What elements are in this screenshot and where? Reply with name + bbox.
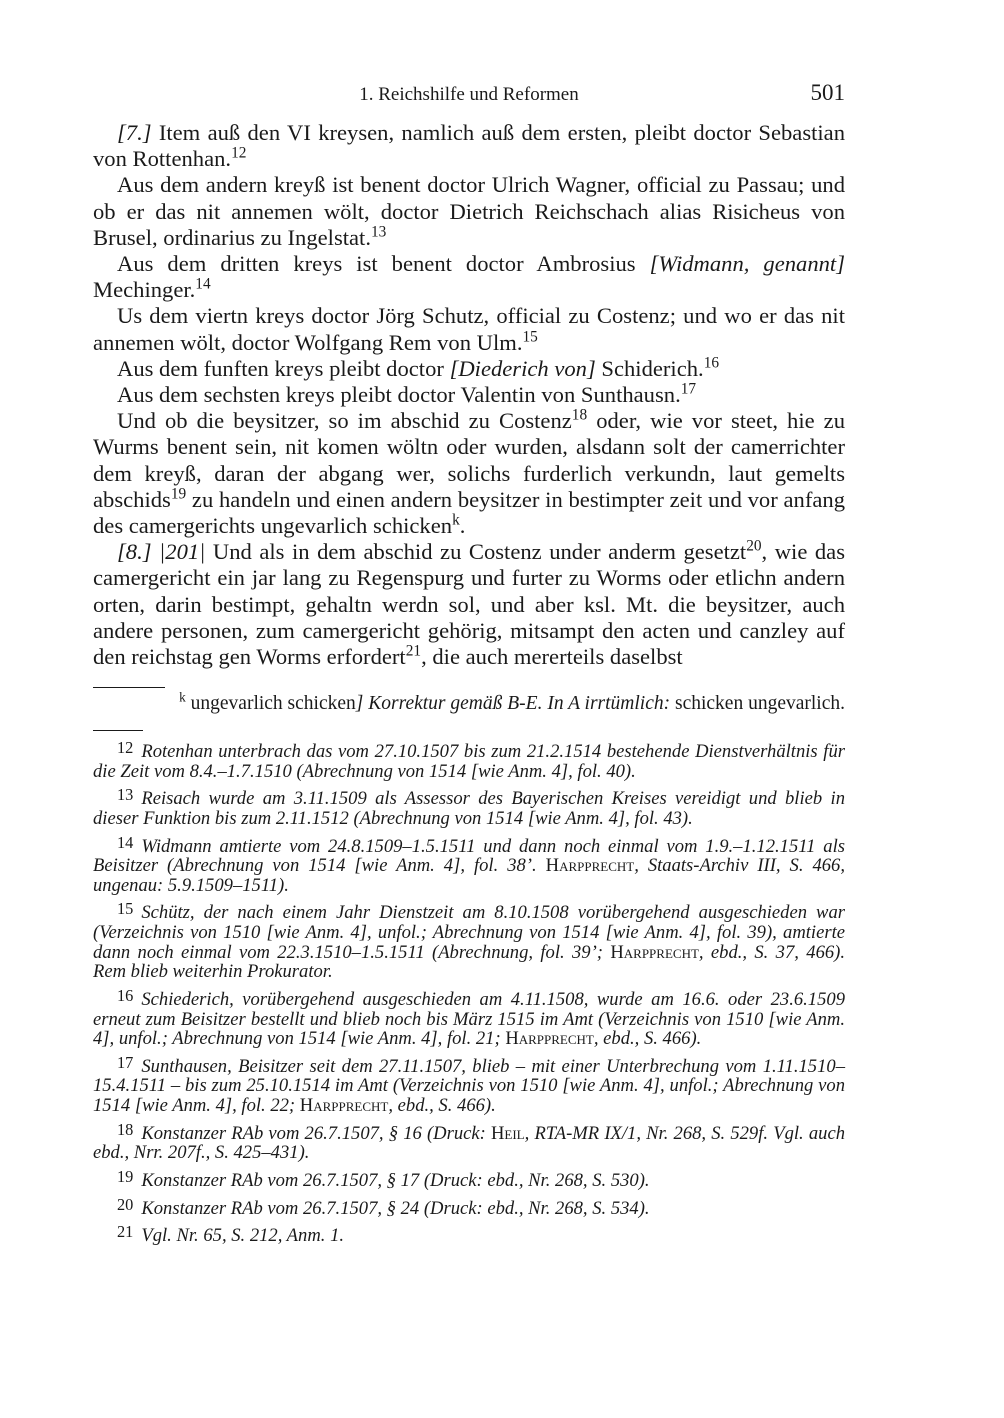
footnote bbox=[93, 1167, 845, 1191]
section-marker: [8.] |201| bbox=[117, 539, 206, 565]
paragraph: [8.] |201| Und als in dem abschid zu Costenz under anderm gesetzt$^{20}$, wie das camergericht ein jar lang zu Regenspurg und furter zu Worms oder etlichn andern orten, darin bestimpt, gehaltn werdn sol, und aber ksl. Mt. die beysitzer, auch andere personen, zum camergericht gehörig, mitsampt den acten und canzley auf den reichstag gen Worms erfordert$^{21}$, die auch mererteils daselbst bbox=[93, 537, 845, 670]
footnote bbox=[93, 1195, 845, 1219]
footnote-ref[interactable]: 20 bbox=[746, 537, 762, 555]
footnote-ref[interactable]: 13 bbox=[370, 223, 387, 241]
footnote-text: Reisach wurde am 3.11.1509 als Assessor des Bayerischen Kreises vereidigt und blieb in dieser Funktion bis zum 2.11.1512 (Abrechnung von 1514 [wie Anm. 4], fol. 43). bbox=[93, 788, 845, 829]
paragraph: Aus dem andern kreyß ist benent doctor Ulrich Wagner, official zu Passau; und ob er das nit annemen wölt, doctor Dietrich Reichschach alias Risicheus von Brusel, ordinarius zu Ingelstat.$^{13}$ bbox=[93, 172, 845, 250]
paragraph: Us dem viertn kreys doctor Jörg Schutz, official zu Costenz; und wo er das nit annemen wölt, doctor Wolfgang Rem von Ulm.$^{15}$ bbox=[93, 303, 845, 355]
footnote-text: , ebd., S. 466). bbox=[388, 1094, 496, 1116]
footnote-number: 14 bbox=[117, 832, 134, 852]
footnote-text: Konstanzer RAb vom 26.7.1507, § 24 (Druck: ebd., Nr. 268, S. 534). bbox=[141, 1197, 650, 1219]
footnotes bbox=[93, 738, 845, 1250]
footnote-text: Sunthausen, Beisitzer seit dem 27.11.1507, blieb – mit einer Unterbrechung vom 1.11.1510–15.4.1511 – bis zum 25.10.1514 im Amt (Verzeichnis von 1510 [wie Anm. 4], unfol.; Abrechnung von 1514 [wie Anm. 4], fol. 22; bbox=[93, 1055, 845, 1116]
footnote-text: , ebd., S. 466). bbox=[593, 1028, 702, 1050]
paragraph: Aus dem dritten kreys ist benent doctor Ambrosius [Widmann, genannt] Mechinger.$^{14}$ bbox=[93, 251, 845, 303]
paragraph: Und ob die beysitzer, so im abschid zu Costenz$^{18}$ oder, wie vor steet, hie zu Wurms benent sein, nit komen wöltn oder wurden, alsdann solt der camerrichter dem kreyß, daran der abgang wer, solichs furderlich verkundn, laut gemelts abschids$^{19}$ zu handeln und einen andern beysitzer in bestimpter zeit und vor anfang des camergerichts ungevarlich schicken$^k$. bbox=[93, 406, 845, 539]
textual-note-ref[interactable]: k bbox=[452, 511, 460, 529]
author-name: Harpprecht bbox=[299, 1094, 389, 1116]
footnote-number: 16 bbox=[117, 985, 134, 1005]
footnote bbox=[93, 738, 845, 781]
footnote-number: 15 bbox=[117, 899, 134, 919]
footnote-ref[interactable]: 15 bbox=[522, 328, 538, 346]
author-name: Harpprecht bbox=[610, 941, 699, 963]
section-title: 1. Reichshilfe und Reformen bbox=[359, 84, 579, 105]
footnote bbox=[93, 1120, 845, 1163]
paragraph: [7.] Item auß den VI kreysen, namlich auß dem ersten, pleibt doctor Sebastian von Rottenhan.$^{12}$ bbox=[93, 120, 845, 172]
footnote-ref[interactable]: 19 bbox=[170, 485, 187, 503]
footnote-text: Konstanzer RAb vom 26.7.1507, § 16 (Druck: bbox=[141, 1122, 491, 1144]
author-name: Harpprecht bbox=[545, 855, 635, 877]
footnote bbox=[93, 785, 845, 828]
textual-note: $^k$ ungevarlich schicken] Korrektur gemäß B-E. In A irrtümlich: schicken ungevarlich. bbox=[179, 689, 845, 714]
footnote-text: , ebd., S. 37, 466). Rem blieb weiterhin Prokurator. bbox=[93, 941, 845, 983]
footnote-number: 13 bbox=[117, 785, 134, 805]
footnote-ref[interactable]: 14 bbox=[195, 275, 211, 293]
footnote-text: Widmann amtierte vom 24.8.1509–1.5.1511 und dann noch einmal vom 1.9.–1.12.1511 als Beisitzer (Abrechnung von 1514 [wie Anm. 4], fol. 38’. bbox=[93, 835, 845, 877]
editorial-insertion: [Diederich von] bbox=[449, 355, 596, 381]
footnote bbox=[93, 986, 845, 1049]
paragraph: Aus dem funften kreys pleibt doctor [Diederich von] Schiderich.$^{16}$ bbox=[117, 354, 720, 381]
footnote-number: 19 bbox=[117, 1166, 134, 1186]
footnote-ref[interactable]: 17 bbox=[680, 380, 697, 398]
footnote-text: Schütz, der nach einem Jahr Dienstzeit am 8.10.1508 vorübergehend ausgeschieden war (Verzeichnis von 1510 [wie Anm. 4], unfol.; Abrechnung von 1514 [wie Anm. 4], fol. 39), amtierte dann noch einmal vom 22.3.1510–1.5.1511 (Abrechnung, fol. 39’; bbox=[93, 902, 845, 963]
textual-note-letter: k bbox=[179, 689, 186, 705]
footnote-text: Vgl. Nr. 65, S. 212, Anm. 1. bbox=[141, 1225, 345, 1247]
author-name: Heil bbox=[490, 1122, 525, 1144]
footnote bbox=[93, 1222, 845, 1246]
footnote bbox=[93, 833, 845, 896]
footnote bbox=[93, 1053, 845, 1116]
footnote-ref[interactable]: 12 bbox=[231, 144, 247, 162]
textual-apparatus-divider bbox=[93, 687, 165, 688]
footnote-number: 12 bbox=[117, 738, 134, 757]
footnote-number: 17 bbox=[117, 1052, 134, 1072]
page-number: 501 bbox=[810, 80, 845, 105]
author-name: Harpprecht bbox=[505, 1028, 594, 1050]
footnote-divider bbox=[93, 730, 143, 731]
running-head bbox=[93, 80, 845, 110]
footnote bbox=[93, 899, 845, 981]
footnote-ref[interactable]: 16 bbox=[703, 354, 720, 372]
footnote-text: , Staats-Archiv III, S. 466, ungenau: 5.9.1509–1511). bbox=[93, 855, 845, 896]
footnote-text: , RTA-MR IX/1, Nr. 268, S. 529f. Vgl. auch ebd., Nrr. 207f., S. 425–431). bbox=[93, 1122, 845, 1164]
footnote-text: Konstanzer RAb vom 26.7.1507, § 17 (Druck: ebd., Nr. 268, S. 530). bbox=[141, 1169, 650, 1191]
main-text bbox=[93, 120, 845, 670]
footnote-number: 18 bbox=[117, 1119, 134, 1139]
footnote-ref[interactable]: 21 bbox=[405, 642, 422, 660]
footnote-number: 20 bbox=[117, 1194, 134, 1214]
section-marker: [7.] bbox=[117, 120, 152, 145]
paragraph: Aus dem sechsten kreys pleibt doctor Valentin von Sunthausn.$^{17}$ bbox=[117, 380, 697, 408]
footnote-text: Schiederich, vorübergehend ausgeschieden am 4.11.1508, wurde am 16.6. oder 23.6.1509 erneut zum Beisitzer bestellt und blieb noch bis März 1515 im Amt (Verzeichnis von 1510 [wie Anm. 4], unfol.; Abrechnung von 1514 [wie Anm. 4], fol. 21; bbox=[93, 988, 845, 1050]
footnote-ref[interactable]: 18 bbox=[571, 406, 588, 424]
footnote-text: Rotenhan unterbrach das vom 27.10.1507 bis zum 21.2.1514 bestehende Dienstverhältnis für die Zeit vom 8.4.–1.7.1510 (Abrechnung von 1514 [wie Anm. 4], fol. 40). bbox=[93, 741, 845, 782]
editorial-insertion: [Widmann, genannt] bbox=[649, 251, 845, 277]
footnote-number: 21 bbox=[117, 1222, 134, 1242]
